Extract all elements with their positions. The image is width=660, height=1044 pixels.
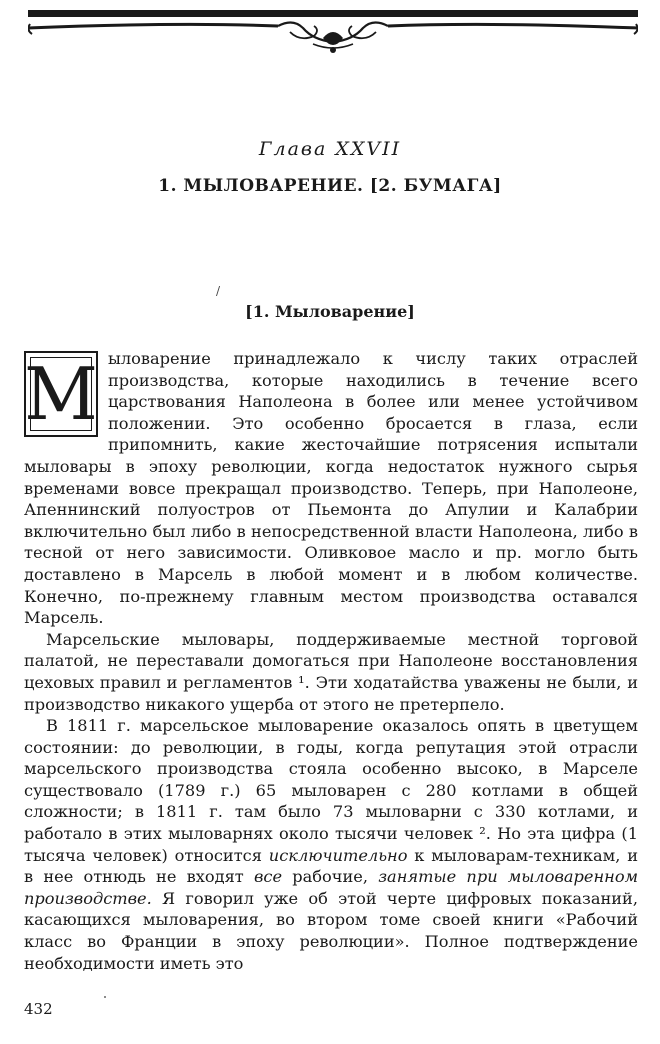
- paragraph-3-part-2: к мыловарам-техникам, и в нее отнюдь не входят: [24, 845, 638, 887]
- speck-mark: [104, 996, 106, 998]
- chapter-title: 1. МЫЛОВАРЕНИЕ. [2. БУМАГА]: [158, 176, 502, 196]
- paragraph-3-part-4: Я говорил уже об этой черте цифровых показаний, касающихся мыловарения, во втором томе своей книги «Рабочий класс во Франции в эпоху революции». Полное подтверждение необходимости иметь это: [24, 888, 638, 973]
- dropcap-letter: М: [24, 352, 98, 436]
- paragraph-3-emphasis-2: все: [253, 867, 283, 887]
- dropcap-frame: [24, 351, 98, 437]
- header-ornament: [28, 10, 638, 58]
- body-text: [24, 348, 638, 974]
- paragraph-2: Марсельские мыловары, поддерживаемые местной торговой палатой, не переставали домогаться при Наполеоне восстановления цеховых правил и регламентов ¹. Эти ходатайства уважены не были, и производство никакого ущерба от этого не претерпело.: [24, 629, 638, 714]
- paragraph-3-part-3: рабочие,: [282, 867, 379, 887]
- page-number: 432: [24, 1000, 53, 1018]
- paragraph-1: [24, 348, 638, 629]
- paragraph-1-text: ыловарение принадлежало к числу таких отраслей производства, которые находились в течение всего царствования Наполеона в более или менее устойчивом положении. Это особенно бросается в глаза, если припомнить, какие жесточайшие потрясения испытали мыловары в эпоху революции, когда недостаток нужного сырья временами вовсе прекращал производство. Теперь, при Наполеоне, Апеннинский полуостров от Пьемонта до Апулии и Калабрии включительно был либо в непосредственной власти Наполеона, либо в тесной от него зависимости. Оливковое масло и пр. могло быть доставлено в Марсель в любой момент и в любом количестве. Конечно, по-прежнему главным местом производства оставался Марсель.: [24, 349, 638, 628]
- stray-mark: /: [216, 284, 221, 298]
- chapter-label: Глава XXVII: [258, 138, 402, 160]
- paragraph-3-emphasis-3: занятые при мыловаренном производстве.: [24, 867, 638, 908]
- ornament-scroll-icon: [28, 10, 638, 58]
- paragraph-3-emphasis-1: исключительно: [268, 845, 408, 865]
- paragraph-3-part-1: В 1811 г. марсельское мыловарение оказалось опять в цветущем состоянии: до революции, в годы, когда репутация этой отрасли марсельского производства стояла особенно высоко, в Марселе существовало (1789 г.) 65 мыловарен с 280 котлами в общей сложности; в 1811 г. там было 73 мыловарни с 330 котлами, и работало в этих мыловарнях около тысячи человек ². Но эта цифра (1 тысяча человек) относится: [24, 716, 638, 865]
- paragraph-3: [24, 715, 638, 974]
- section-title: [1. Мыловарение]: [245, 302, 415, 321]
